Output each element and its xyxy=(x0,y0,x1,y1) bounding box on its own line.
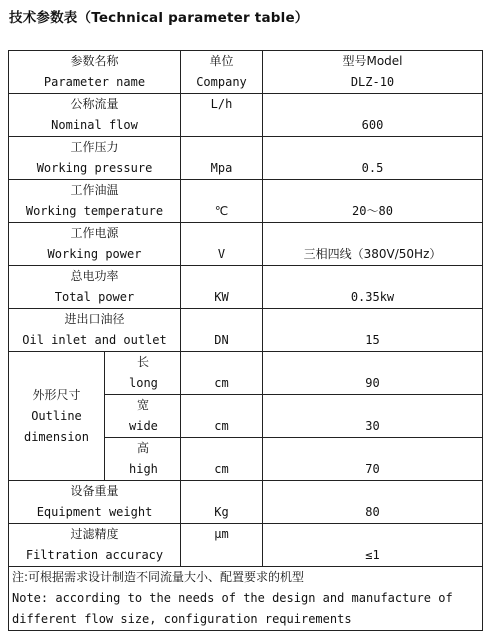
sub-param-en: high xyxy=(129,462,158,476)
table-row xyxy=(9,94,483,137)
sub-param-zh: 长 xyxy=(136,355,149,369)
unit-cell xyxy=(181,395,263,438)
param-name-en: Working temperature xyxy=(25,204,164,218)
value-cell xyxy=(263,438,483,481)
sub-param-cell xyxy=(105,438,181,481)
sub-param-zh: 高 xyxy=(136,441,149,455)
header-unit-zh: 单位 xyxy=(209,54,234,68)
value-cell xyxy=(263,94,483,137)
param-name-zh: 工作压力 xyxy=(70,140,119,154)
unit-value: cm xyxy=(214,419,229,433)
param-name-cell xyxy=(9,223,181,266)
unit-cell xyxy=(181,94,263,137)
parameter-table xyxy=(8,50,483,631)
table-row xyxy=(9,352,483,395)
sub-param-en: long xyxy=(129,376,158,390)
value-cell xyxy=(263,395,483,438)
value-cell xyxy=(263,137,483,180)
note-en-2: different flow size, configuration requirements xyxy=(12,612,352,626)
outline-en-2: dimension xyxy=(23,429,90,444)
param-name-zh: 工作电源 xyxy=(70,226,119,240)
model-value: 三相四线（380V/50Hz） xyxy=(303,247,442,261)
param-name-en: Working power xyxy=(47,247,142,261)
param-name-zh: 进出口油径 xyxy=(64,312,125,326)
outline-zh: 外形尺寸 xyxy=(32,387,81,402)
unit-cell xyxy=(181,266,263,309)
header-row xyxy=(9,51,483,94)
header-parameter-cell xyxy=(9,51,181,94)
sub-param-cell xyxy=(105,352,181,395)
header-model-cell xyxy=(263,51,483,94)
unit-value: ℃ xyxy=(214,204,229,218)
note-row xyxy=(9,567,483,631)
model-value: 30 xyxy=(365,419,380,433)
value-cell xyxy=(263,223,483,266)
unit-value: cm xyxy=(214,462,229,476)
unit-cell xyxy=(181,180,263,223)
param-name-cell xyxy=(9,481,181,524)
page-title: 技术参数表（Technical parameter table） xyxy=(9,10,309,26)
unit-cell xyxy=(181,309,263,352)
param-name-en: Filtration accuracy xyxy=(25,548,164,562)
unit-value: V xyxy=(217,247,226,261)
table-row xyxy=(9,266,483,309)
param-name-cell xyxy=(9,309,181,352)
table-row xyxy=(9,524,483,567)
note-zh: 注:可根据需求设计制造不同流量大小、配置要求的机型 xyxy=(12,570,305,584)
unit-cell xyxy=(181,524,263,567)
unit-value: DN xyxy=(214,333,229,347)
model-value: 20～80 xyxy=(352,204,393,218)
param-name-en: Equipment weight xyxy=(36,505,153,519)
model-value: 90 xyxy=(365,376,380,390)
header-param-zh: 参数名称 xyxy=(70,54,119,68)
header-unit-cell xyxy=(181,51,263,94)
model-value: 600 xyxy=(361,118,384,132)
unit-cell xyxy=(181,223,263,266)
param-name-cell xyxy=(9,180,181,223)
param-name-en: Total power xyxy=(54,290,135,304)
param-name-en: Oil inlet and outlet xyxy=(22,333,167,347)
value-cell xyxy=(263,180,483,223)
param-name-cell xyxy=(9,94,181,137)
note-en-1: Note: according to the needs of the design and manufacture of xyxy=(12,591,453,605)
unit-cell xyxy=(181,137,263,180)
unit-value: Kg xyxy=(214,505,229,519)
header-model-zh: 型号Model xyxy=(342,54,403,68)
table-row xyxy=(9,223,483,266)
header-unit-en: Company xyxy=(196,75,247,89)
param-name-en: Nominal flow xyxy=(51,118,138,132)
unit-cell xyxy=(181,438,263,481)
model-value: 80 xyxy=(365,505,380,519)
param-name-zh: 设备重量 xyxy=(70,484,119,498)
table-row xyxy=(9,137,483,180)
value-cell xyxy=(263,481,483,524)
model-value: ≤1 xyxy=(365,548,380,562)
header-model-en: DLZ-10 xyxy=(350,75,395,89)
param-name-en: Working pressure xyxy=(36,161,153,175)
param-name-zh: 公称流量 xyxy=(70,97,119,111)
value-cell xyxy=(263,524,483,567)
unit-cell xyxy=(181,352,263,395)
outline-en-1: Outline xyxy=(31,408,82,423)
sub-param-en: wide xyxy=(129,419,158,433)
unit-cell xyxy=(181,481,263,524)
param-name-cell xyxy=(9,524,181,567)
unit-value: μm xyxy=(214,527,229,541)
table-row xyxy=(9,309,483,352)
sub-param-cell xyxy=(105,395,181,438)
table-row xyxy=(9,180,483,223)
model-value: 70 xyxy=(365,462,380,476)
unit-value: KW xyxy=(214,290,229,304)
unit-value: Mpa xyxy=(210,161,233,175)
unit-value: cm xyxy=(214,376,229,390)
model-value: 15 xyxy=(365,333,380,347)
param-name-zh: 过滤精度 xyxy=(70,527,119,541)
param-name-cell xyxy=(9,266,181,309)
outline-label-cell xyxy=(9,352,105,481)
value-cell xyxy=(263,309,483,352)
value-cell xyxy=(263,266,483,309)
value-cell xyxy=(263,352,483,395)
sub-param-zh: 宽 xyxy=(136,398,149,412)
param-name-cell xyxy=(9,137,181,180)
note-cell xyxy=(9,567,483,631)
param-name-zh: 工作油温 xyxy=(70,183,119,197)
table-row xyxy=(9,481,483,524)
model-value: 0.5 xyxy=(361,161,384,175)
header-param-en: Parameter name xyxy=(43,75,146,89)
unit-value: L/h xyxy=(210,97,233,111)
param-name-zh: 总电功率 xyxy=(70,269,119,283)
model-value: 0.35kw xyxy=(350,290,395,304)
